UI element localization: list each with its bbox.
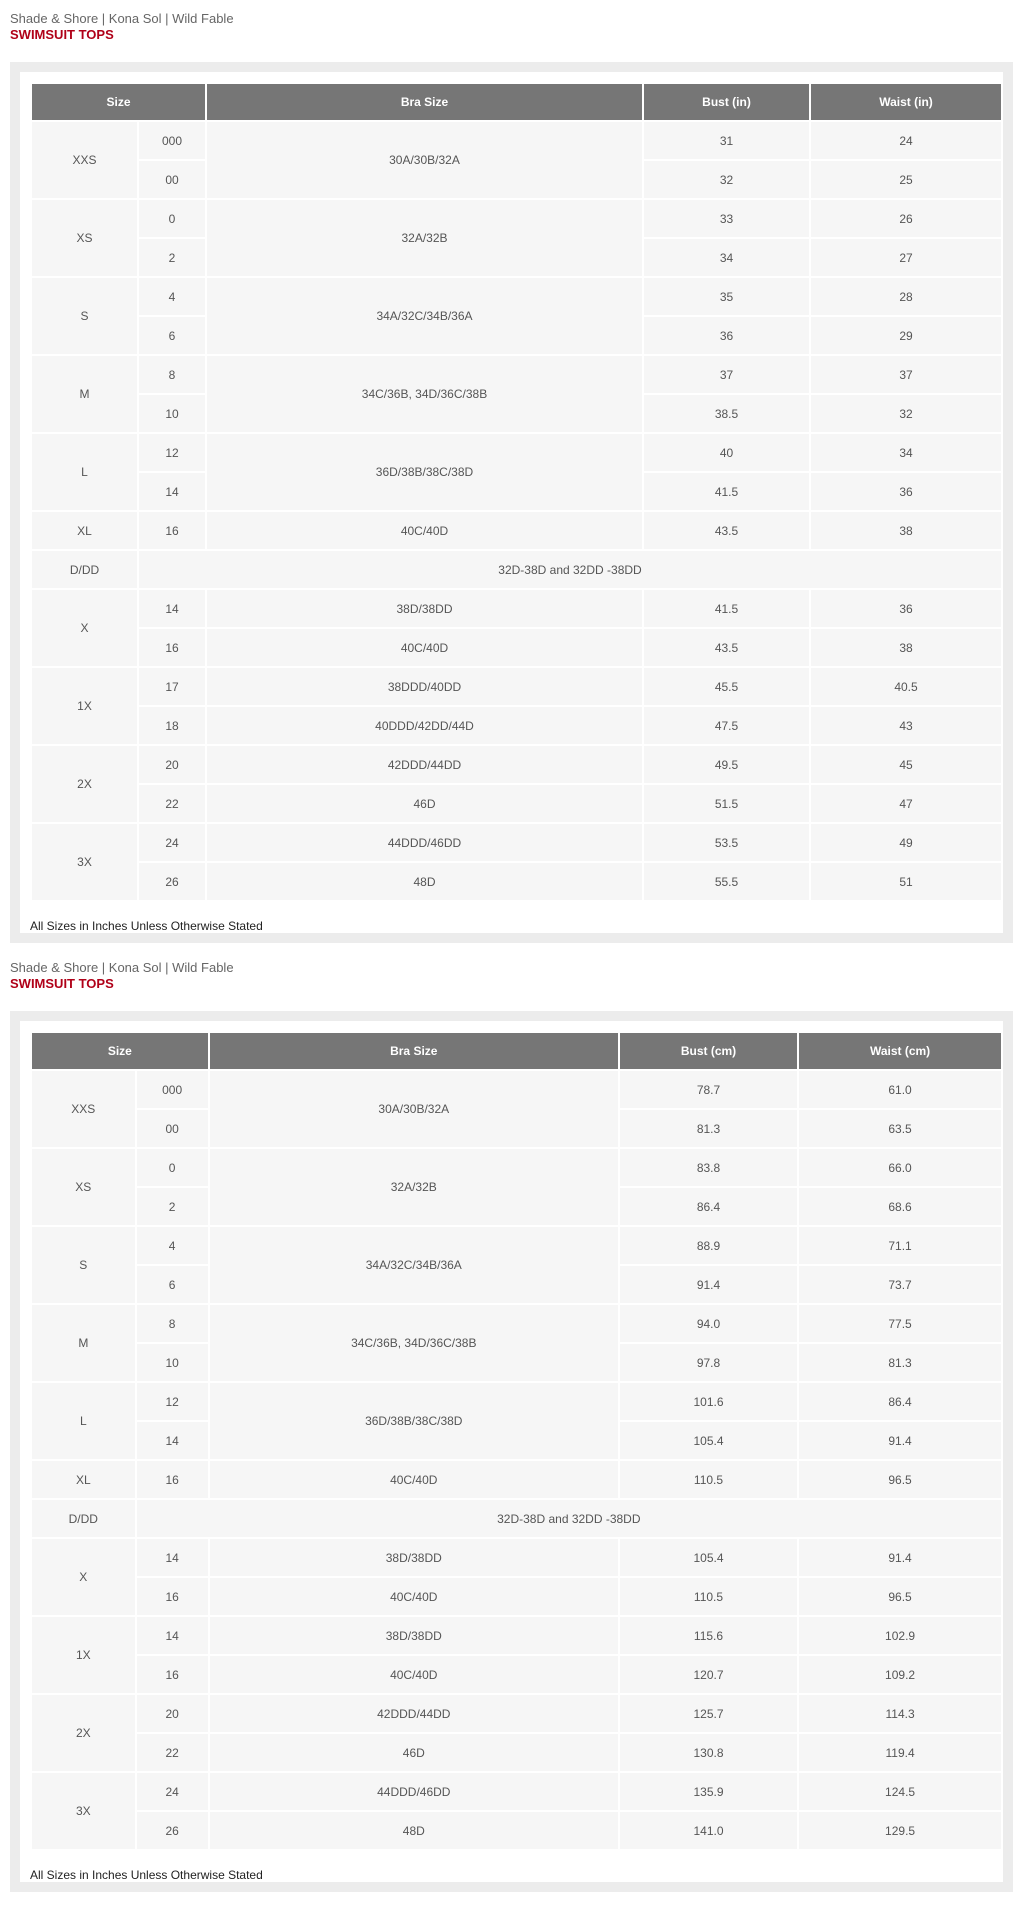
table-row (32, 1656, 1001, 1693)
numeric-size: 20 (137, 1695, 208, 1732)
bust-value: 35 (644, 278, 809, 315)
table-row (32, 1500, 1001, 1537)
footnote: All Sizes in Inches Unless Otherwise Stated (30, 919, 263, 933)
numeric-size: 00 (139, 161, 205, 198)
size-label: 3X (32, 824, 137, 900)
bust-value: 130.8 (620, 1734, 797, 1771)
numeric-size: 22 (137, 1734, 208, 1771)
bust-value: 38.5 (644, 395, 809, 432)
waist-value: 114.3 (799, 1695, 1001, 1732)
table-row (32, 122, 1001, 159)
numeric-size: 26 (137, 1812, 208, 1849)
waist-value: 91.4 (799, 1422, 1001, 1459)
numeric-size: 8 (137, 1305, 208, 1342)
header-row (32, 1033, 1001, 1069)
bust-value: 105.4 (620, 1539, 797, 1576)
bra-size: 46D (207, 785, 642, 822)
size-label: XL (32, 1461, 135, 1498)
numeric-size: 0 (139, 200, 205, 237)
bra-size: 42DDD/44DD (210, 1695, 618, 1732)
waist-value: 124.5 (799, 1773, 1001, 1810)
table-row (32, 1812, 1001, 1849)
waist-value: 71.1 (799, 1227, 1001, 1264)
table-row (32, 590, 1001, 627)
bra-size: 44DDD/46DD (207, 824, 642, 861)
bust-value: 33 (644, 200, 809, 237)
size-label: 2X (32, 746, 137, 822)
header-waist: Waist (cm) (799, 1033, 1001, 1069)
waist-value: 77.5 (799, 1305, 1001, 1342)
bra-size: 36D/38B/38C/38D (207, 434, 642, 510)
numeric-size: 20 (139, 746, 205, 783)
waist-value: 81.3 (799, 1344, 1001, 1381)
brand-line: Shade & Shore | Kona Sol | Wild Fable (10, 11, 234, 26)
header-size: Size (32, 84, 205, 120)
table-row (32, 1461, 1001, 1498)
numeric-size: 12 (137, 1383, 208, 1420)
bust-value: 110.5 (620, 1461, 797, 1498)
bust-value: 41.5 (644, 473, 809, 510)
table-row (32, 278, 1001, 315)
bra-size: 44DDD/46DD (210, 1773, 618, 1810)
bust-value: 53.5 (644, 824, 809, 861)
table-row (32, 746, 1001, 783)
bra-size: 40DDD/42DD/44D (207, 707, 642, 744)
bra-size: 42DDD/44DD (207, 746, 642, 783)
table-row (32, 863, 1001, 900)
numeric-size: 16 (137, 1461, 208, 1498)
bust-value: 94.0 (620, 1305, 797, 1342)
bust-value: 32 (644, 161, 809, 198)
bust-value: 43.5 (644, 629, 809, 666)
size-label: XS (32, 200, 137, 276)
table-row (32, 1734, 1001, 1771)
bra-size: 34A/32C/34B/36A (210, 1227, 618, 1303)
bust-value: 36 (644, 317, 809, 354)
bust-value: 47.5 (644, 707, 809, 744)
waist-value: 47 (811, 785, 1001, 822)
size-label: D/DD (32, 551, 137, 588)
numeric-size: 00 (137, 1110, 208, 1147)
bra-size: 30A/30B/32A (207, 122, 642, 198)
table-row (32, 1227, 1001, 1264)
table-row (32, 629, 1001, 666)
size-label: 3X (32, 1773, 135, 1849)
waist-value: 40.5 (811, 668, 1001, 705)
bra-size: 40C/40D (210, 1656, 618, 1693)
size-label: 1X (32, 668, 137, 744)
table-row (32, 824, 1001, 861)
header-row (32, 84, 1001, 120)
numeric-size: 16 (139, 629, 205, 666)
bust-value: 86.4 (620, 1188, 797, 1225)
table-row (32, 200, 1001, 237)
numeric-size: 16 (137, 1656, 208, 1693)
table-row (32, 668, 1001, 705)
bust-value: 43.5 (644, 512, 809, 549)
numeric-size: 26 (139, 863, 205, 900)
size-label: S (32, 278, 137, 354)
waist-value: 102.9 (799, 1617, 1001, 1654)
size-label: L (32, 434, 137, 510)
bra-size: 38D/38DD (210, 1539, 618, 1576)
cup-range-note: 32D-38D and 32DD -38DD (137, 1500, 1001, 1537)
table-row (32, 1695, 1001, 1732)
numeric-size: 8 (139, 356, 205, 393)
bust-value: 110.5 (620, 1578, 797, 1615)
bust-value: 141.0 (620, 1812, 797, 1849)
waist-value: 43 (811, 707, 1001, 744)
bust-value: 105.4 (620, 1422, 797, 1459)
bust-value: 88.9 (620, 1227, 797, 1264)
numeric-size: 14 (139, 473, 205, 510)
bust-value: 41.5 (644, 590, 809, 627)
table-row (32, 1617, 1001, 1654)
waist-value: 38 (811, 629, 1001, 666)
table-row (32, 1305, 1001, 1342)
numeric-size: 12 (139, 434, 205, 471)
bra-size: 34C/36B, 34D/36C/38B (207, 356, 642, 432)
waist-value: 63.5 (799, 1110, 1001, 1147)
bust-value: 125.7 (620, 1695, 797, 1732)
footnote: All Sizes in Inches Unless Otherwise Stated (30, 1868, 263, 1882)
header-bra-size: Bra Size (210, 1033, 618, 1069)
table-row (32, 1149, 1001, 1186)
waist-value: 37 (811, 356, 1001, 393)
size-table (30, 1031, 1003, 1851)
bra-size: 38D/38DD (210, 1617, 618, 1654)
bust-value: 97.8 (620, 1344, 797, 1381)
size-label: D/DD (32, 1500, 135, 1537)
bra-size: 32A/32B (210, 1149, 618, 1225)
section-title: SWIMSUIT TOPS (10, 976, 114, 991)
waist-value: 36 (811, 473, 1001, 510)
table-row (32, 1578, 1001, 1615)
waist-value: 38 (811, 512, 1001, 549)
numeric-size: 24 (137, 1773, 208, 1810)
waist-value: 119.4 (799, 1734, 1001, 1771)
table-row (32, 785, 1001, 822)
bust-value: 81.3 (620, 1110, 797, 1147)
header-bust: Bust (cm) (620, 1033, 797, 1069)
table-row (32, 356, 1001, 393)
numeric-size: 10 (139, 395, 205, 432)
cup-range-note: 32D-38D and 32DD -38DD (139, 551, 1001, 588)
bust-value: 83.8 (620, 1149, 797, 1186)
bra-size: 38D/38DD (207, 590, 642, 627)
bra-size: 34A/32C/34B/36A (207, 278, 642, 354)
waist-value: 51 (811, 863, 1001, 900)
numeric-size: 14 (137, 1617, 208, 1654)
bra-size: 48D (207, 863, 642, 900)
numeric-size: 2 (139, 239, 205, 276)
size-label: XL (32, 512, 137, 549)
table-row (32, 1071, 1001, 1108)
bust-value: 37 (644, 356, 809, 393)
bra-size: 40C/40D (207, 629, 642, 666)
waist-value: 96.5 (799, 1461, 1001, 1498)
numeric-size: 16 (137, 1578, 208, 1615)
bust-value: 55.5 (644, 863, 809, 900)
table-row (32, 707, 1001, 744)
waist-value: 34 (811, 434, 1001, 471)
waist-value: 25 (811, 161, 1001, 198)
bust-value: 31 (644, 122, 809, 159)
size-label: 2X (32, 1695, 135, 1771)
waist-value: 28 (811, 278, 1001, 315)
numeric-size: 14 (137, 1539, 208, 1576)
waist-value: 26 (811, 200, 1001, 237)
numeric-size: 17 (139, 668, 205, 705)
bra-size: 30A/30B/32A (210, 1071, 618, 1147)
size-label: XXS (32, 122, 137, 198)
numeric-size: 4 (137, 1227, 208, 1264)
waist-value: 61.0 (799, 1071, 1001, 1108)
table-row (32, 1539, 1001, 1576)
size-table (30, 82, 1003, 902)
bra-size: 32A/32B (207, 200, 642, 276)
table-panel (20, 1021, 1003, 1882)
table-row (32, 434, 1001, 471)
bust-value: 78.7 (620, 1071, 797, 1108)
size-label: S (32, 1227, 135, 1303)
numeric-size: 000 (137, 1071, 208, 1108)
table-row (32, 512, 1001, 549)
waist-value: 86.4 (799, 1383, 1001, 1420)
table-row (32, 1383, 1001, 1420)
size-label: X (32, 590, 137, 666)
numeric-size: 14 (139, 590, 205, 627)
table-panel (20, 72, 1003, 933)
numeric-size: 6 (139, 317, 205, 354)
numeric-size: 22 (139, 785, 205, 822)
numeric-size: 4 (139, 278, 205, 315)
bust-value: 49.5 (644, 746, 809, 783)
waist-value: 49 (811, 824, 1001, 861)
section-title: SWIMSUIT TOPS (10, 27, 114, 42)
brand-line: Shade & Shore | Kona Sol | Wild Fable (10, 960, 234, 975)
waist-value: 32 (811, 395, 1001, 432)
bust-value: 34 (644, 239, 809, 276)
header-bra-size: Bra Size (207, 84, 642, 120)
waist-value: 129.5 (799, 1812, 1001, 1849)
bra-size: 48D (210, 1812, 618, 1849)
size-label: XXS (32, 1071, 135, 1147)
waist-value: 109.2 (799, 1656, 1001, 1693)
numeric-size: 14 (137, 1422, 208, 1459)
waist-value: 96.5 (799, 1578, 1001, 1615)
bust-value: 45.5 (644, 668, 809, 705)
size-label: M (32, 356, 137, 432)
numeric-size: 000 (139, 122, 205, 159)
bust-value: 120.7 (620, 1656, 797, 1693)
waist-value: 24 (811, 122, 1001, 159)
table-row (32, 551, 1001, 588)
bra-size: 34C/36B, 34D/36C/38B (210, 1305, 618, 1381)
numeric-size: 16 (139, 512, 205, 549)
bra-size: 40C/40D (207, 512, 642, 549)
size-label: M (32, 1305, 135, 1381)
numeric-size: 10 (137, 1344, 208, 1381)
waist-value: 36 (811, 590, 1001, 627)
waist-value: 73.7 (799, 1266, 1001, 1303)
bra-size: 36D/38B/38C/38D (210, 1383, 618, 1459)
bust-value: 115.6 (620, 1617, 797, 1654)
size-label: 1X (32, 1617, 135, 1693)
bra-size: 40C/40D (210, 1461, 618, 1498)
bust-value: 51.5 (644, 785, 809, 822)
bust-value: 91.4 (620, 1266, 797, 1303)
bust-value: 101.6 (620, 1383, 797, 1420)
numeric-size: 6 (137, 1266, 208, 1303)
size-label: L (32, 1383, 135, 1459)
numeric-size: 2 (137, 1188, 208, 1225)
bust-value: 135.9 (620, 1773, 797, 1810)
size-label: X (32, 1539, 135, 1615)
bust-value: 40 (644, 434, 809, 471)
waist-value: 66.0 (799, 1149, 1001, 1186)
numeric-size: 24 (139, 824, 205, 861)
bra-size: 40C/40D (210, 1578, 618, 1615)
numeric-size: 0 (137, 1149, 208, 1186)
header-size: Size (32, 1033, 208, 1069)
table-frame (10, 1011, 1013, 1892)
header-bust: Bust (in) (644, 84, 809, 120)
header-waist: Waist (in) (811, 84, 1001, 120)
table-row (32, 1773, 1001, 1810)
waist-value: 29 (811, 317, 1001, 354)
waist-value: 91.4 (799, 1539, 1001, 1576)
waist-value: 27 (811, 239, 1001, 276)
waist-value: 45 (811, 746, 1001, 783)
bra-size: 38DDD/40DD (207, 668, 642, 705)
numeric-size: 18 (139, 707, 205, 744)
waist-value: 68.6 (799, 1188, 1001, 1225)
bra-size: 46D (210, 1734, 618, 1771)
size-label: XS (32, 1149, 135, 1225)
table-frame (10, 62, 1013, 943)
